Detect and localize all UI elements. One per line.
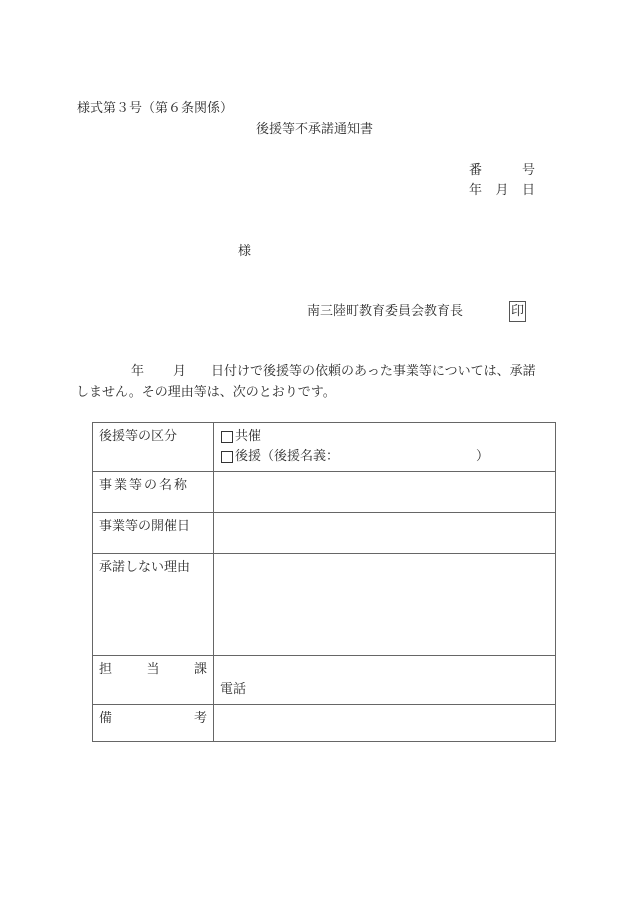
checkbox-icon[interactable]: [221, 451, 233, 463]
table-row-event-date: [93, 513, 556, 554]
body-text-line2: しません。その理由等は、次のとおりです。: [76, 385, 336, 400]
seal-mark: 印: [509, 301, 526, 322]
category-label-cell: [93, 423, 214, 472]
body-month-label: 月: [173, 364, 187, 379]
remarks-label-char: 考: [193, 711, 207, 726]
option-cosponsor[interactable]: [220, 427, 549, 447]
notification-form-table: [92, 422, 556, 742]
department-label-char: 課: [193, 662, 207, 677]
issue-date: [469, 184, 535, 197]
issuer-name: 南三陸町教育委員会教育長: [307, 304, 464, 319]
body-line1-text: 日付けで後援等の依頼のあった事業等については、承諾: [211, 364, 536, 379]
table-row-remarks: [93, 705, 556, 742]
date-year-label: 年: [469, 183, 483, 198]
event-date-label: 事業等の開催日: [93, 513, 214, 554]
form-number: 様式第３号（第６条関係）: [77, 101, 234, 116]
option-cosponsor-label: 共催: [235, 429, 262, 444]
category-label: [99, 427, 207, 447]
addressee-suffix: 様: [238, 244, 252, 259]
category-value-cell: [214, 423, 556, 472]
table-row-department: [93, 656, 556, 705]
department-label-char: 担: [99, 662, 113, 677]
remarks-label-char: 備: [99, 711, 113, 726]
option-support-close-paren: ）: [476, 449, 490, 464]
category-label-text: 後援等の区分: [99, 429, 178, 444]
department-label-cell: [93, 656, 214, 705]
date-month-label: 月: [495, 183, 509, 198]
reference-number: [469, 164, 535, 177]
remarks-field[interactable]: [214, 705, 556, 742]
event-name-field[interactable]: [214, 472, 556, 513]
body-year-label: 年: [131, 364, 145, 379]
option-support[interactable]: [220, 447, 549, 467]
number-label-go: 号: [521, 163, 535, 178]
number-label-ban: 番: [469, 163, 483, 178]
date-day-label: 日: [521, 183, 535, 198]
reason-label: 承諾しない理由: [93, 554, 214, 656]
table-row-reason: [93, 554, 556, 656]
department-label-char: 当: [146, 662, 160, 677]
remarks-label: [99, 709, 207, 729]
event-date-field[interactable]: [214, 513, 556, 554]
option-support-label: 後援（後援名義：: [235, 449, 340, 464]
event-name-label: 事業等の名称: [93, 472, 214, 513]
reason-field[interactable]: [214, 554, 556, 656]
department-field[interactable]: [214, 656, 556, 705]
table-row-category: [93, 423, 556, 472]
document-title: 後援等不承諾通知書: [256, 122, 374, 137]
checkbox-icon[interactable]: [221, 431, 233, 443]
remarks-label-cell: [93, 705, 214, 742]
table-row-event-name: [93, 472, 556, 513]
phone-label: 電話: [220, 682, 247, 697]
department-label: [99, 660, 207, 680]
